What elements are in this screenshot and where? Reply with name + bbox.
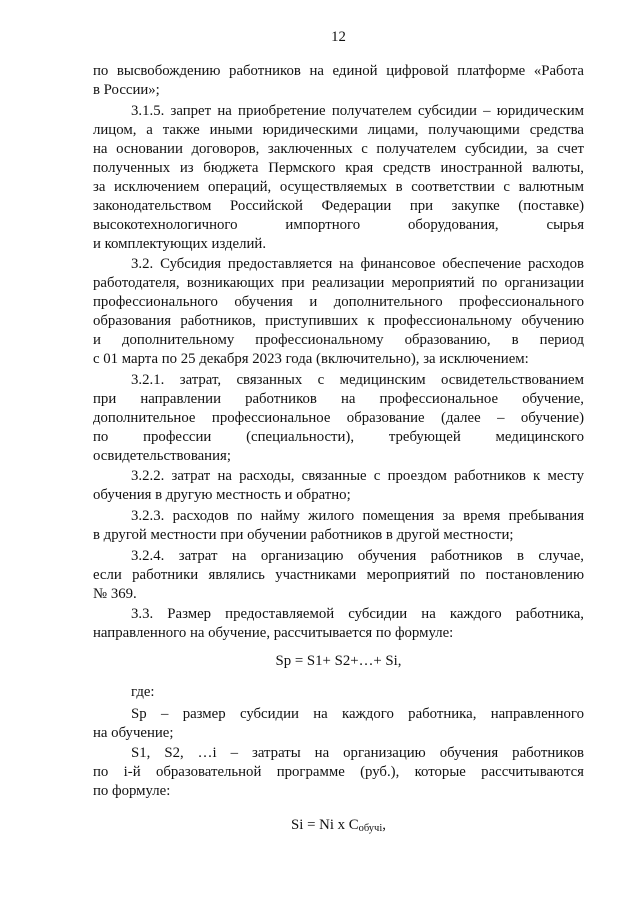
text-line: полученных из бюджета Пермского края средств иностранной валюты, bbox=[93, 159, 584, 176]
text-line: S1, S2, …i – затраты на организацию обучения работников bbox=[131, 745, 584, 762]
formula-sp: Sp = S1+ S2+…+ Si, bbox=[275, 653, 402, 670]
text-line: на обучение; bbox=[93, 725, 174, 742]
paragraph-3-2-1 bbox=[93, 371, 584, 466]
formula-si-main: Si = Ni x C bbox=[291, 817, 359, 834]
text-line: по профессии (специальности), требующей медицинского bbox=[93, 428, 584, 445]
text-line: образования работников, приступивших к профессиональному обучению bbox=[93, 313, 584, 330]
text-line: и комплектующих изделий. bbox=[93, 235, 267, 252]
paragraph-3-3 bbox=[93, 605, 584, 643]
definition-si bbox=[93, 744, 584, 801]
text-line: высокотехнологичного импортного оборудования, сырья bbox=[93, 216, 584, 233]
text-line: по i-й образовательной программе (руб.), которые рассчитываются bbox=[93, 764, 584, 781]
text-line: 3.3. Размер предоставляемой субсидии на каждого работника, bbox=[131, 606, 584, 623]
definition-sp bbox=[93, 705, 584, 743]
text-line: 3.2.3. расходов по найму жилого помещения за время пребывания bbox=[131, 507, 584, 524]
text-line: обучения в другую местность и обратно; bbox=[93, 487, 351, 504]
text-line: 3.2.4. затрат на организацию обучения работников в случае, bbox=[131, 547, 584, 564]
paragraph-3-1-5 bbox=[93, 102, 584, 254]
paragraph-3-2-3 bbox=[93, 507, 584, 545]
formula-si bbox=[93, 816, 584, 835]
page-number: 12 bbox=[331, 29, 346, 45]
document-body bbox=[93, 62, 584, 835]
text-line: освидетельствования; bbox=[93, 447, 231, 464]
text-line: в другой местности при обучении работников в другой местности; bbox=[93, 526, 514, 543]
text-line: законодательством Российской Федерации при закупке (поставке) bbox=[93, 197, 584, 214]
text-line: направленного на обучение, рассчитывается по формуле: bbox=[93, 625, 454, 642]
paragraph-3-2 bbox=[93, 255, 584, 369]
text-line: Sp – размер субсидии на каждого работника, направленного bbox=[131, 706, 584, 723]
paragraph-3-2-2 bbox=[93, 467, 584, 505]
text-line: работодателя, возникающих при реализации мероприятий по организации bbox=[93, 275, 584, 292]
text-line: и дополнительному профессиональному образованию, в период bbox=[93, 332, 584, 349]
text-line: на основании договоров, заключенных с получателем субсидии, за счет bbox=[93, 140, 584, 157]
text-line: при направлении работников на профессиональное обучение, bbox=[93, 390, 584, 407]
text-line: по высвобождению работников на единой цифровой платформе «Работа bbox=[93, 63, 584, 79]
formula-si-end: , bbox=[382, 817, 386, 834]
text-line: в России»; bbox=[93, 82, 160, 98]
text-line: 3.1.5. запрет на приобретение получателем субсидии – юридическим bbox=[131, 102, 584, 119]
text-line: № 369. bbox=[93, 585, 137, 602]
text-line: 3.2.2. затрат на расходы, связанные с проездом работников к месту bbox=[131, 468, 584, 485]
paragraph-continuation bbox=[93, 62, 584, 100]
text-line: с 01 марта по 25 декабря 2023 года (включительно), за исключением: bbox=[93, 351, 529, 368]
text-line: если работники являлись участниками мероприятий по постановлению bbox=[93, 566, 584, 583]
text-line: лицом, а также иными юридическими лицами, получающими средства bbox=[93, 121, 584, 138]
text-line: по формуле: bbox=[93, 783, 171, 800]
text-line: профессионального обучения и дополнительного профессионального bbox=[93, 294, 584, 311]
text-line: дополнительное профессиональное образование (далее – обучение) bbox=[93, 409, 584, 426]
paragraph-3-2-4 bbox=[93, 547, 584, 604]
text-line: 3.2.1. затрат, связанных с медицинским освидетельствованием bbox=[131, 371, 584, 388]
where-label: где: bbox=[131, 684, 155, 701]
text-line: 3.2. Субсидия предоставляется на финансовое обеспечение расходов bbox=[131, 256, 584, 273]
formula-si-subscript: обучi bbox=[358, 823, 383, 835]
text-line: за исключением операций, осуществляемых в соответствии с валютным bbox=[93, 178, 584, 195]
